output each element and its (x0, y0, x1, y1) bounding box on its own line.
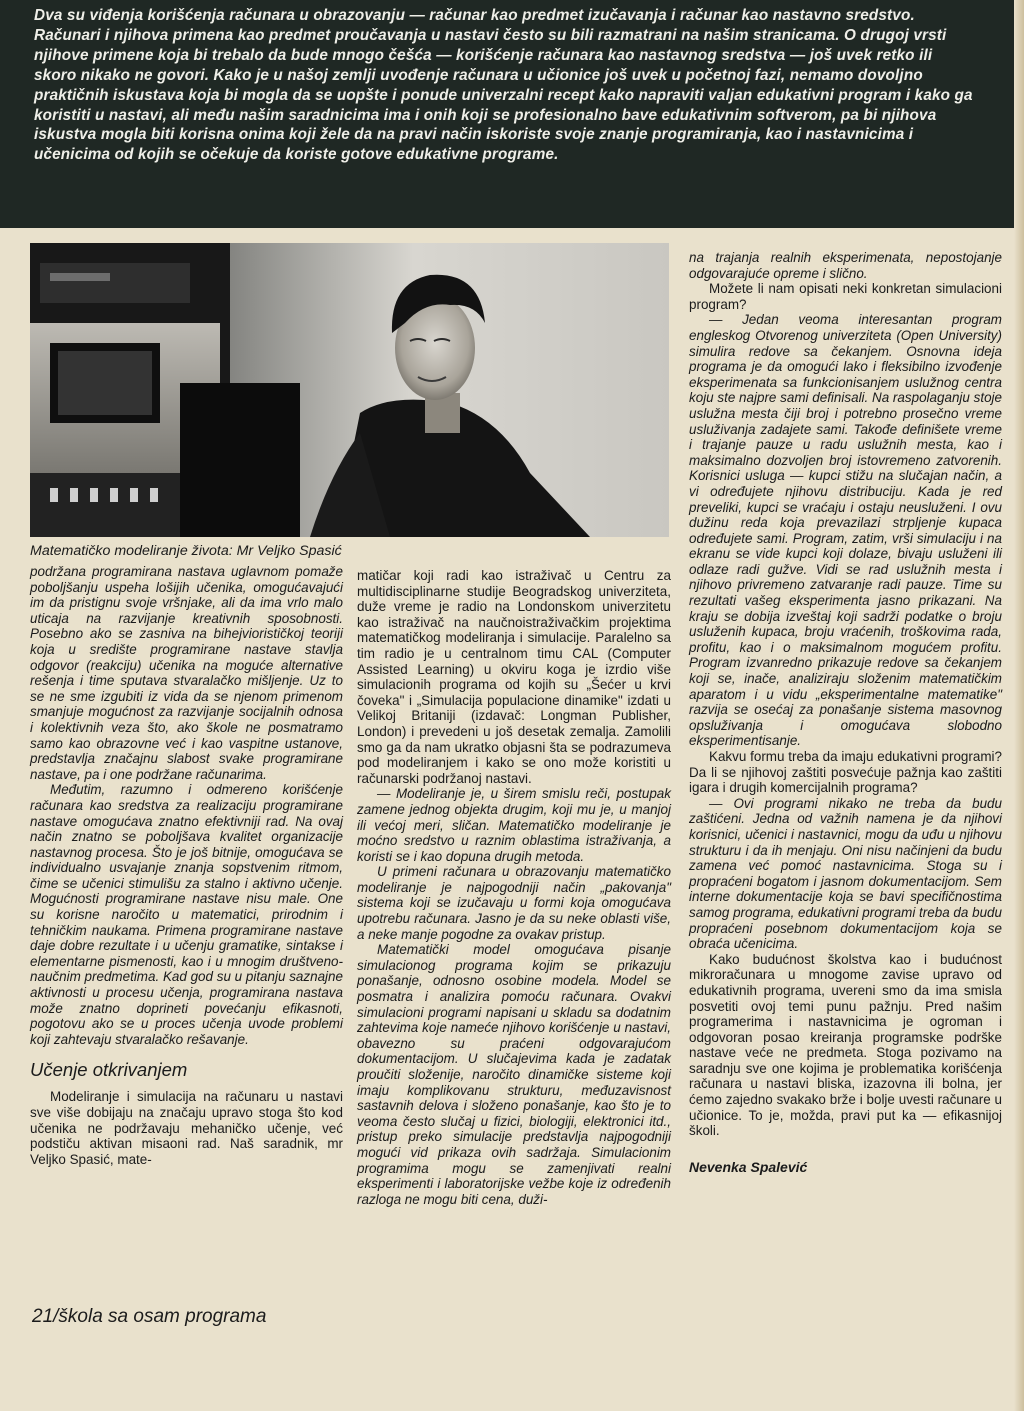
paragraph: podržana programirana nastava uglavnom pomaže poboljšanju uspeha lošijih učenika, omogućavajući im da pristignu svoje vršnjake, ali da ima vrlo malo uticaja na razvijanje kreativnih sposobnosti. Posebno ako se zasniva na bihejviorističkoj teoriji koja u središte programirane nastave stavlja odgovor (reakciju) učenika na moguće alternative rešenja i time sputava stvaralačko mišljenje. Uz to se ne sme izgubiti iz vida da se njenom primenom smanjuje mogućnost za razvijanje socijalnih odnosa i kolektivnih veza što, ako škole ne posmatramo samo kao obrazovne već i kao vaspitne ustanove, predstavlja značajnu slabost svake programirane nastave, pa i one podržane računarima. (30, 564, 343, 782)
text-column-right (689, 250, 1002, 1175)
intro-banner (0, 0, 1024, 228)
portrait-photo (30, 243, 669, 537)
paragraph: na trajanja realnih eksperimenata, nepostojanje odgovarajuće opreme i slično. (689, 250, 1002, 281)
photo-caption: Matematičko modeliranje života: Mr Veljko Spasić (30, 543, 342, 559)
paragraph: Modeliranje i simulacija na računaru u nastavi sve više dobijaju na značaju upravo stoga što kod učenika ne podržavaju mehaničko učenje, već podstiču aktivan misaoni rad. Naš saradnik, mr Veljko Spasić, mate- (30, 1089, 343, 1167)
text-column-middle (357, 568, 671, 1207)
interview-question: Možete li nam opisati neki konkretan simulacioni program? (689, 281, 1002, 312)
section-heading: Učenje otkrivanjem (30, 1059, 188, 1081)
text-column-left (30, 564, 343, 1167)
intro-text: Dva su viđenja korišćenja računara u obrazovanju — računar kao predmet izučavanja i računar kao nastavno sredstvo. Računari i njihova primena kao predmet proučavanja u nastavi često su bili razmatrani na našim stranicama. O drugoj vrsti njihove primene koja bi trebalo da bude mnogo češća — korišćenje računara kao nastavnog sredstva — još uvek retko ili skoro nikako ne govori. Kako je u našoj zemlji uvođenje računara u učionice još uvek u početnoj fazi, nemamo dovoljno praktičnih iskustava koja bi mogla da se uopšte i ponude univerzalni recept kako napraviti valjan edukativni program i kako ga koristiti u nastavi, ali među našim saradnicima ima i onih koji se profesionalno bave edukativnim softverom, pa bi njihova iskustva mogla biti korisna onima koji žele da na pravi način iskoriste svoje znanje programiranja, kao i nastavnicima i učenicima od kojih se očekuje da koriste gotove edukativne programe. (34, 7, 973, 164)
paragraph: Matematički model omogućava pisanje simulacionog programa kojim se prikazuju ponašanje, odnosno osobine modela. Model se posmatra i analizira pomoću računara. Ovakvi simulacioni programi napisani u skladu sa dodatnim zahtevima koje nameće njihovo korišćenje u nastavi, obavezno su praćeni odgovarajućom dokumentacijom. U slučajevima kada je zadatak proučiti složenije, naročito dinamičke sisteme koji imaju komplikovanu strukturu, međuzavisnost sastavnih delova i složeno ponašanje, kao što je to veoma često slučaj u fizici, biologiji, elektronici itd., pristup preko simulacije predstavlja najpogodniji mogući vid prikaza ovih sadržaja. Simulacionim programima mogu se zamenjivati realni eksperimenti i laboratorijske vežbe koje iz određenih razloga ne mogu biti cena, duži- (357, 942, 671, 1207)
paragraph: matičar koji radi kao istraživač u Centru za multidisciplinarne studije Beogradskog univerziteta, duže vreme je radio na Londonskom univerzitetu kao istraživač na naučnoistraživačkim projektima matematičkog modeliranja i simulacije. Paralelno sa tim radio je u centralnom timu CAL (Computer Assisted Learning) u okviru koga je izrdio više simulacionih programa od kojih su „Šećer u krvi čoveka" i „Simulacija populacione dinamike" izdati u Velikoj Britaniji (izdavač: Longman Publisher, London) i prevedeni u još desetak zemalja. Zamolili smo ga da nam ukratko objasni šta se podrazumeva pod modeliranjem i kako se ono može koristiti u računarski podržanoj nastavi. (357, 568, 671, 786)
page-edge-shadow (1014, 0, 1024, 1411)
paragraph: U primeni računara u obrazovanju matematičko modeliranje je najpogodniji način „pakovanja" sistema koji se izučavaju u formi koja omogućava upotrebu računara. Jasno je da su neke oblasti više, a neke manje pogodne za ovakav pristup. (357, 864, 671, 942)
paragraph: — Jedan veoma interesantan program engleskog Otvorenog univerziteta (Open University) simulira redove sa čekanjem. Osnovna ideja programa je da omogući lako i fleksibilno izvođenje eksperimenata sa funkcionisanjem uslužnog centra koju ste najpre sami definisali. Na raspolaganju stoje uslužna mesta čiji broj i potrebno prosečno vreme usluživanja zadajete sami. Takođe definišete vreme i trajanje pauze u radu uslužnih mesta, kao i maksimalno dozvoljen broj istovremeno zatvorenih. Korisnici usluga — kupci stižu na slučajan način, a vi određujete njihovu distribuciju. Kada je red preveliki, kupci se vraćaju i ostaju neusluženi. I ovu dužinu reda koja prevazilazi strpljenje kupaca određujete sami. Program, zatim, vrši simulaciju i na ekranu se vide kupci koji dolaze, bivaju usluženi ili odlaze radi gužve. Vidi se rad uslužnih mesta i njihovo privremeno zatvaranje radi pauze. Time su rezultati vašeg eksperimenta jasno prikazani. Na kraju se dobija izveštaj koji sadrži podatke o broju usluženih kupaca, broju vraćenih, troškovima rada, profitu, kao i o maksimalnom mogućem profitu. Program izvanredno prikazuje redove sa čekanjem koji se, inače, analiziraju složenim matematičkim aparatom i u vidu „eksperimentalne matematike" razvija se osećaj za ponašanje sistema masovnog opsluživanja i omogućava slobodno eksperimentisanje. (689, 312, 1002, 749)
paragraph: — Ovi programi nikako ne treba da budu zaštićeni. Jedna od važnih namena je da njihovi korisnici, učenici i nastavnici, mogu da uđu u njihovu strukturu i da ih menjaju. Oni nisu načinjeni da budu zamena već pomoć nastavnicima. Stoga su i propraćeni bogatom i jasnom dokumentacijom. Sem interne dokumentacije koja se bavi specifičnostima samog programa, edukativni programi treba da budu propraćeni posebnom dokumentacijom koja se obraća učenicima. (689, 795, 1002, 952)
paragraph: — Modeliranje je, u širem smislu reči, postupak zamene jednog objekta drugim, koji mu je, u manjoj ili većoj meri, sličan. Matematičko modeliranje je moćno sredstvo u raznim oblastima istraživanja, a koristi se i kao dopuna drugih metoda. (357, 786, 671, 864)
paragraph: Međutim, razumno i odmereno korišćenje računara kao sredstva za realizaciju programirane nastave omogućava znatno efektivniji rad. Na ovaj način znatno se poboljšava kvalitet organizacije nastavnog procesa. Što je još bitnije, omogućava se individualno usvajanje znanja sopstvenim ritmom, čime se učenici stimulišu za stalno i aktivno učenje. Mogućnosti programirane nastave nisu male. One su korisne naročito u matematici, prirodnim i tehničkim naukama. Primena programirane nastave daje dobre rezultate i u učenju gramatike, sintakse i elementarne pismenosti, kao i u mnogim društveno-naučnim predmetima. Kad god su u pitanju saznajne aktivnosti u procesu učenja, programirana nastava može znatno doprineti povećanju efikasnoti, pogotovu ako se u proces učenja uvode problemi koji zahtevaju stvaralačko rešavanje. (30, 782, 343, 1047)
page-footer: 21/škola sa osam programa (32, 1306, 267, 1327)
paragraph: Kako budućnost školstva kao i budućnost mikroračunara u mnogome zavise upravo od edukativnih programa, uvereni smo da ima smisla posvetiti ovoj temi punu pažnju. Pred našim programerima i nastavnicima je ogroman i odgovoran posao kreiranja programske podrške nastave veće ne predmeta. Stoga pozivamo na saradnju sve one kojima je problematika korišćenja računara u nastavi bliska, izazovna ili bolna, jer ćemo zajedno svakako brže i bolje uvesti računare u učionice. To je, možda, pravi put ka — efikasnijoj školi. (689, 951, 1002, 1139)
photo-veljko-spasic (30, 243, 669, 537)
author-byline: Nevenka Spalević (689, 1158, 808, 1175)
interview-question: Kakvu formu treba da imaju edukativni programi? Da li se njihovoj zaštiti posvećuje pažnja kao zaštiti igara i drugih komercijalnih programa? (689, 749, 1002, 796)
